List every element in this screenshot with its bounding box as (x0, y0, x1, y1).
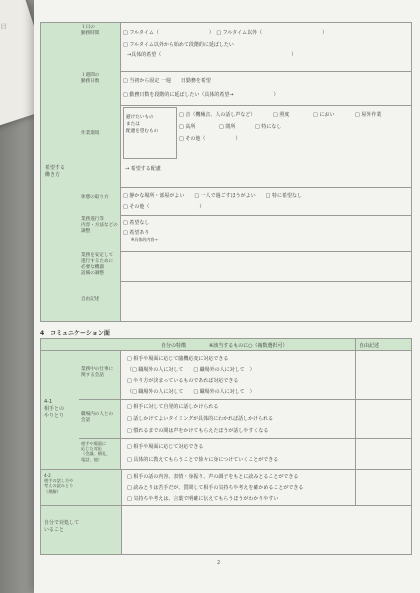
break-style-other[interactable]: □ その他（ ） (123, 204, 205, 210)
communication-table (40, 338, 412, 555)
form-page (34, 0, 420, 593)
situation-response-label: 相手や場面に 応じた対応 （会議、朝礼、 電話、他） (79, 439, 121, 469)
daily-hours-option-1[interactable]: □ フルタイム（ ） □ フルタイム以外（ ） (123, 30, 328, 36)
daily-hours-label: １日の 勤務時間 (79, 23, 121, 71)
environment-sublabel-box (123, 107, 177, 159)
daily-hours-detail: →具体的希望（ ） (127, 52, 297, 58)
weekly-days-option-2[interactable]: □ 勤務日数を段階的に延ばしたい（具体的希望→ ） (123, 92, 279, 98)
reading-option-1[interactable]: □ 相手の話の内容、表情・身振り、声の調子をもとに読みとることができる (127, 474, 299, 480)
group-4-1 (41, 351, 80, 469)
group-4-2-label: 4-2 相手の話し方や 考えの読みとり （理解） (44, 473, 74, 494)
free-column-divider (355, 339, 356, 505)
coping-label: 自分で対処して いること (44, 520, 80, 533)
break-style-label: 休憩の取り方 (79, 187, 121, 215)
row-free-text (79, 281, 411, 321)
task-adjustment-none[interactable]: □ 希望なし (123, 220, 150, 226)
env-option-closed[interactable]: □ 閉所 (219, 124, 236, 130)
env-option-none[interactable]: □ 特になし (255, 124, 282, 130)
row-work-environment (79, 105, 411, 188)
work-environment-label: 作業環境 (79, 105, 121, 187)
env-option-noise[interactable]: □ 音（機械音、人の話し声など） (179, 112, 256, 118)
env-option-light[interactable]: □ 照度 (273, 112, 290, 118)
group-4-2 (41, 470, 122, 505)
header-traits: 自分の特徴 (161, 343, 187, 349)
work-style-category-label: 希望する 働き方 (45, 165, 66, 178)
colleague-option-1[interactable]: □ 相手に対して自発的に話しかけられる (127, 404, 219, 410)
colleague-option-2[interactable]: □ 話しかけてよいタイミングが具体的にわかれば話しかけられる (127, 416, 274, 422)
weekly-days-label: １週間の 勤務日数 (79, 71, 121, 105)
reading-option-2[interactable]: □ 読みとりは苦手だが、質問して相手の気持ちや考えを確かめることができる (127, 485, 304, 491)
env-option-height[interactable]: □ 高所 (179, 124, 196, 130)
break-style-options[interactable]: □ 静かな場所・部屋がよい □ 一人で過ごすほうがよい □ 特に希望なし (123, 193, 302, 199)
colleague-conversation-label: 職場内の人との 会話 (79, 400, 121, 438)
reading-option-3[interactable]: □ 気持ちや考えは、言葉で明確に伝えてもらうほうがわかりやすい (127, 496, 279, 502)
equipment-field[interactable] (123, 251, 409, 281)
free-text-label: 自由記述 (79, 281, 121, 321)
environment-sublabel: 避けたいもの または 配慮を望むもの (126, 115, 159, 134)
row-task-adjustment (79, 215, 411, 252)
page-number: 2 (217, 560, 221, 566)
work-conv-option-2[interactable]: □ やり方が決まっているものであれば対応できる (127, 378, 239, 384)
section4-heading: 4 コミュニケーション面 (40, 330, 110, 337)
situation-option-1[interactable]: □ 相手や場面に応じて対応できる (127, 444, 204, 450)
work-conv-option-2-detail[interactable]: （□ 職場外の人に対して □ 職場外の人に対して ） (127, 389, 255, 395)
task-adjustment-yes[interactable]: □ 希望あり (123, 230, 150, 236)
env-option-outdoor[interactable]: □ 屋外作業 (355, 112, 382, 118)
colleague-option-3[interactable]: □ 慣れるまでの間は声をかけてもらえたほうが話しやすくなる (127, 428, 269, 434)
env-option-other[interactable]: □ その他（ ） (179, 136, 241, 142)
work-conversation-label: 業務中の仕事に 関する会話 (79, 351, 121, 399)
row-weekly-days (79, 71, 411, 106)
header-note: ※該当するものに○（複数選択可） (209, 343, 288, 349)
coping-row (41, 506, 122, 554)
work-conv-option-1-detail[interactable]: （□ 職場外の人に対して □ 職場外の人に対して ） (127, 367, 255, 373)
env-desired-accommodation: → 希望する配慮 (125, 166, 161, 172)
group-4-1-label: 4-1 相手との やりとり (44, 399, 65, 419)
work-style-category (41, 23, 80, 321)
row-break-style (79, 187, 411, 216)
weekly-days-option-1[interactable]: □ 当初から固定 一週 日勤務を希望 (123, 78, 211, 84)
underlying-sheet-text: 日 (0, 23, 7, 31)
row-daily-hours (79, 23, 411, 72)
row-equipment (79, 251, 411, 282)
task-adjustment-detail: ※具体的内容→ (131, 237, 158, 242)
daily-hours-option-2[interactable]: □ フルタイム以外から始めて段階的に延ばしたい (123, 42, 234, 48)
work-style-table (40, 22, 412, 322)
header-free: 自由記述 (359, 343, 380, 349)
task-adjustment-label: 業務遂行等 内容・方法などの 調整 (79, 215, 121, 251)
divider (79, 438, 411, 439)
divider (79, 399, 411, 400)
equipment-label: 業務を安定して 遂行するために 必要な機器 設備の調整 (79, 251, 121, 281)
situation-option-2[interactable]: □ 具体的に教えてもらうことで徐々に身につけていくことができる (127, 457, 279, 463)
work-conv-option-1[interactable]: □ 相手や場面に応じて臨機応変に対応できる (127, 356, 229, 362)
free-text-field[interactable] (123, 281, 409, 321)
coping-field[interactable] (122, 506, 411, 554)
env-option-smell[interactable]: □ におい (313, 112, 335, 118)
